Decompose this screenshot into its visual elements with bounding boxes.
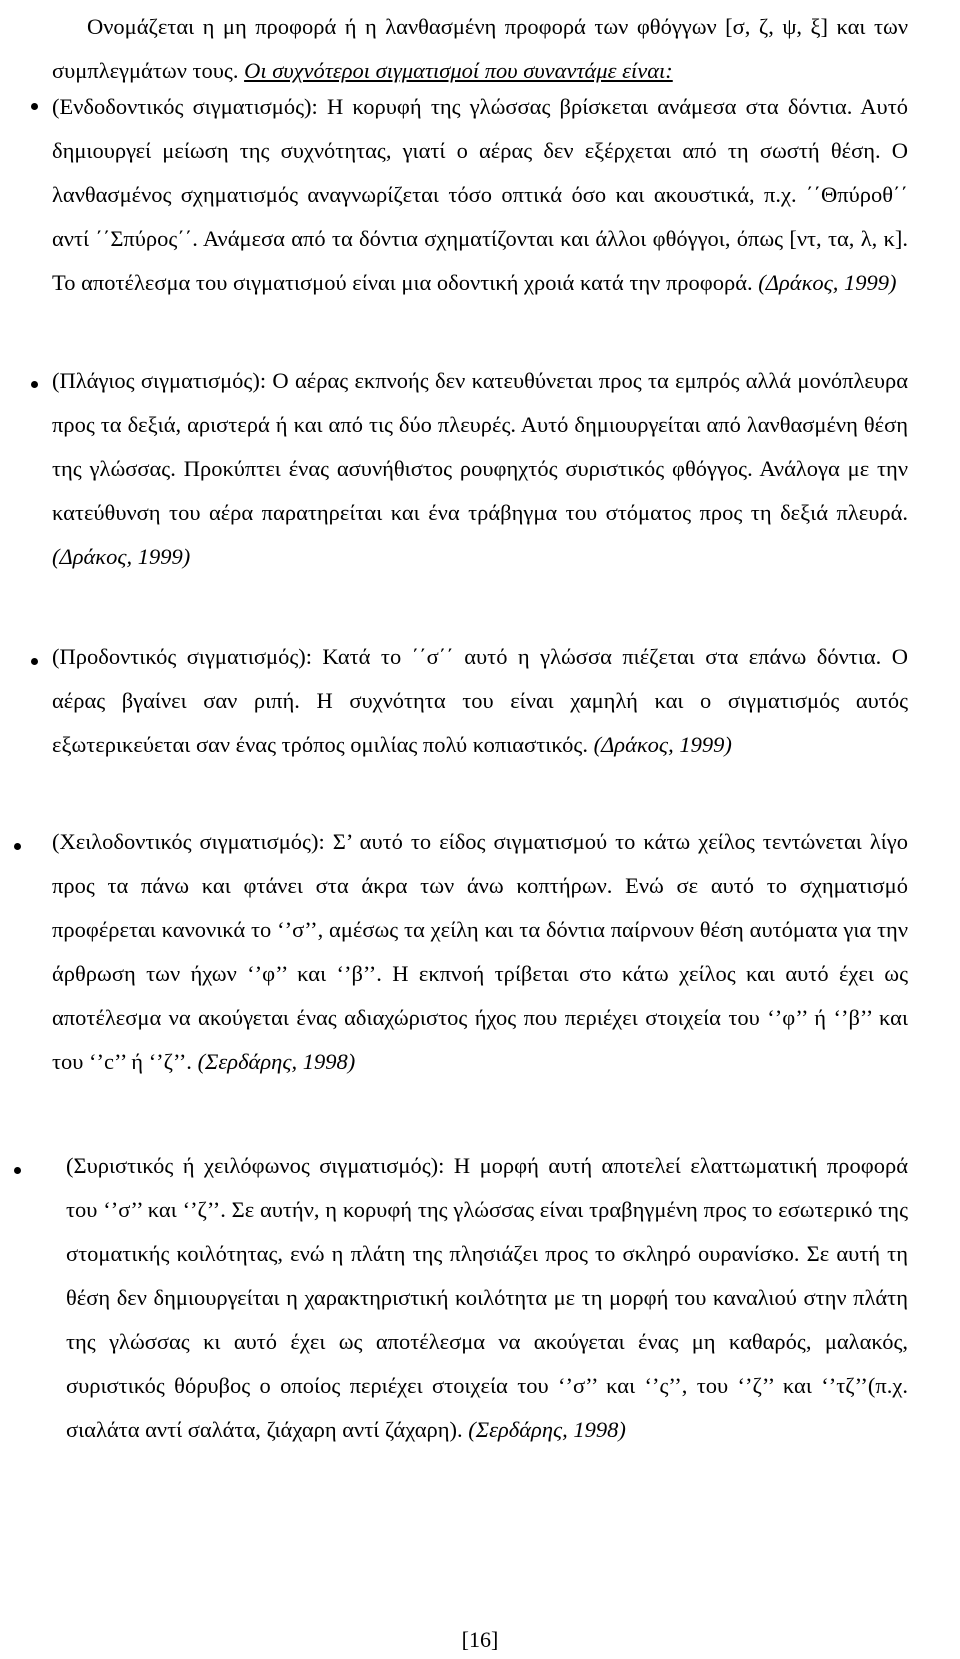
item-2-citation: (Δράκος, 1999): [52, 544, 191, 569]
list-item: [52, 820, 908, 1084]
item-3-citation: (Δράκος, 1999): [593, 732, 732, 757]
list-item: [52, 635, 908, 767]
item-1-citation: (Δράκος, 1999): [758, 270, 897, 295]
intro-paragraph: [52, 5, 908, 93]
item-5-text: (Συριστικός ή χειλόφωνος σιγματισμός): Η μορφή αυτή αποτελεί ελαττωματική προφορά του ‘’σ’’ και ‘’ζ’’. Σε αυτήν, η κορυφή της γλώσσας είναι τραβηγμένη προς το εσωτερικό της στοματικής κοιλότητας, ενώ η πλάτη της πλησιάζει προς το σκληρό ουρανίσκο. Σε αυτή τη θέση δεν δημιουργείται η χαρακτηριστική κοιλότητα με τη μορφή του καναλιού στην πλάτη της γλώσσας κι αυτό έχει ως αποτέλεσμα να ακούγεται ένας μη καθαρός, μαλακός, συριστικός θόρυβος ο οποίος περιέχει στοιχεία του ‘’σ’’ και ‘’ς’’, του ‘’ζ’’ και ‘’τζ’’(π.χ. σιαλάτα αντί σαλάτα, ζιάχαρη αντί ζάχαρη).: [66, 1153, 908, 1442]
item-3-text: (Προδοντικός σιγματισμός): Κατά το ΄΄σ΄΄ αυτό η γλώσσα πιέζεται στα επάνω δόντια. Ο αέρας βγαίνει σαν ριπή. Η συχνότητα του είναι χαμηλή και ο σιγματισμός αυτός εξωτερικεύεται σαν ένας τρόπος ομιλίας πολύ κοπιαστικός.: [52, 644, 908, 757]
list-item: [52, 85, 908, 305]
bullet-5: [14, 1167, 21, 1174]
item-4-citation: (Σερδάρης, 1998): [197, 1049, 356, 1074]
bullet-3: [31, 658, 38, 665]
item-5-citation: (Σερδάρης, 1998): [468, 1417, 626, 1442]
item-4-text: (Χειλοδοντικός σιγματισμός): Σ’ αυτό το είδος σιγματισμού το κάτω χείλος τεντώνεται λίγο προς τα πάνω και φτάνει στα άκρα των άνω κοπτήρων. Ενώ σε αυτό το σχηματισμό προφέρεται κανονικά το ‘’σ’’, αμέσως τα χείλη και τα δόντια παίρνουν θέση αυτόματα για την άρθρωση των ήχων ‘’φ’’ και ‘’β’’. Η εκπνοή τρίβεται στο κάτω χείλος και αυτό έχει ως αποτέλεσμα να ακούγεται ένας αδιαχώριστος ήχος που περιέχει στοιχεία του ‘’φ’’ ή ‘’β’’ και του ‘’c’’ ή ‘’ζ’’.: [52, 829, 908, 1074]
bullet-1: [31, 103, 38, 110]
intro-text: Ονομάζεται η μη προφορά ή η λανθασμένη προφορά των φθόγγων [σ, ζ, ψ, ξ] και των συμπλεγμάτων τους.: [52, 14, 908, 83]
intro-emphasis: Οι συχνότεροι σιγματισμοί που συναντάμε είναι:: [244, 58, 673, 83]
bullet-2: [31, 381, 38, 388]
list-item: [52, 359, 908, 579]
item-2-text: (Πλάγιος σιγματισμός): Ο αέρας εκπνοής δεν κατευθύνεται προς τα εμπρός αλλά μονόπλευρα προς τα δεξιά, αριστερά ή και από τις δύο πλευρές. Αυτό δημιουργείται από λανθασμένη θέση της γλώσσας. Προκύπτει ένας ασυνήθιστος ρουφηχτός συριστικός φθόγγος. Ανάλογα με την κατεύθυνση του αέρα παρατηρείται και ένα τράβηγμα του στόματος προς τη δεξιά πλευρά.: [52, 368, 908, 525]
bullet-4: [14, 843, 21, 850]
page-number: [16]: [461, 1627, 499, 1652]
list-item: [66, 1144, 908, 1452]
item-1-text: (Ενδοδοντικός σιγματισμός): Η κορυφή της γλώσσας βρίσκεται ανάμεσα στα δόντια. Αυτό δημιουργεί μείωση της συχνότητας, γιατί ο αέρας δεν εξέρχεται από τη σωστή θέση. Ο λανθασμένος σχηματισμός αναγνωρίζεται τόσο οπτικά όσο και ακουστικά, π.χ. ΄΄Θπύροθ΄΄ αντί ΄΄Σπύρος΄΄. Ανάμεσα από τα δόντια σχηματίζονται και άλλοι φθόγγοι, όπως [ντ, τα, λ, κ]. Το αποτέλεσμα του σιγματισμού είναι μια οδοντική χροιά κατά την προφορά.: [52, 94, 908, 295]
